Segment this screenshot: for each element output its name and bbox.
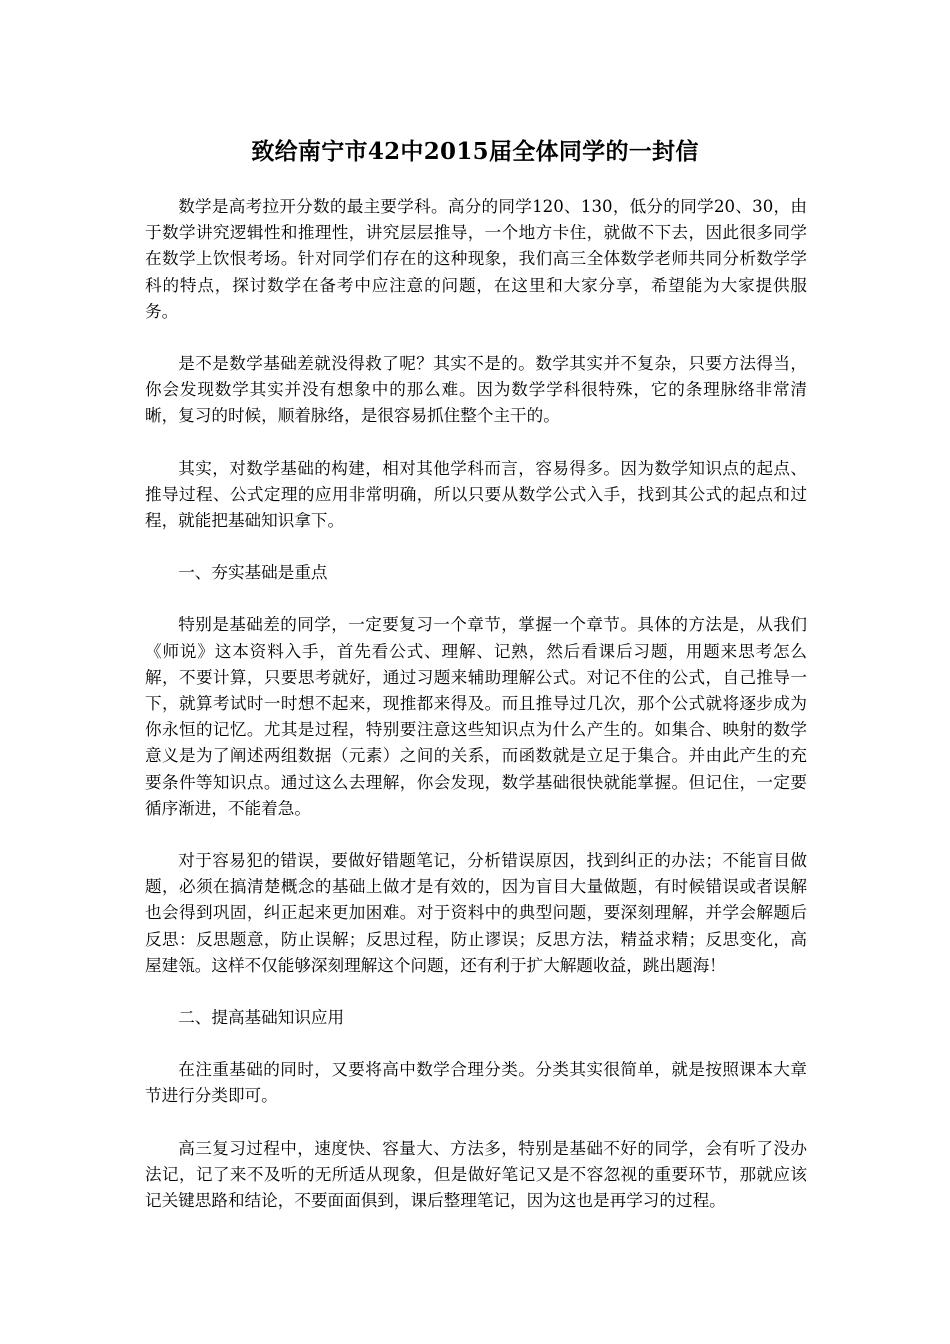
paragraph-6: 对于容易犯的错误，要做好错题笔记，分析错误原因，找到纠正的办法；不能盲目做题，必须在搞清楚概念的基础上做才是有效的，因为盲目大量做题，有时候错误或者误解也会得到巩固，纠正起来更加困难。对于资料中的典型问题，要深刻理解，并学会解题后反思：反思题意，防止误解；反思过程，防止谬误；反思方法，精益求精；反思变化，高屋建瓴。这样不仅能够深刻理解这个问题，还有利于扩大解题收益，跳出题海！: [145, 851, 807, 975]
paragraph-intro: 数学是高考拉开分数的最主要学科。高分的同学120、130，低分的同学20、30，由于数学讲究逻辑性和推理性，讲究层层推导，一个地方卡住，就做不下去，因此很多同学在数学上饮恨考场。针对同学们存在的这种现象，我们高三全体数学老师共同分析数学学科的特点，探讨数学在备考中应注意的问题，在这里和大家分享，希望能为大家提供服务。: [145, 197, 807, 321]
paragraph-3: 其实，对数学基础的构建，相对其他学科而言，容易得多。因为数学知识点的起点、推导过程、公式定理的应用非常明确，所以只要从数学公式入手，找到其公式的起点和过程，就能把基础知识拿下。: [145, 458, 807, 531]
paragraph-5: 特别是基础差的同学，一定要复习一个章节，掌握一个章节。具体的方法是，从我们《师说》这本资料入手，首先看公式、理解、记熟，然后看课后习题，用题来思考怎么解，不要计算，只要思考就好，通过习题来辅助理解公式。对记不住的公式，自己推导一下，就算考试时一时想不起来，现推都来得及。而且推导过几次，那个公式就将逐步成为你永恒的记忆。尤其是过程，特别要注意这些知识点为什么产生的。如集合、映射的数学意义是为了阐述两组数据（元素）之间的关系，而函数就是立足于集合。并由此产生的充要条件等知识点。通过这么去理解，你会发现，数学基础很快就能掌握。但记住，一定要循序渐进，不能着急。: [145, 615, 807, 818]
paragraph-8: 在注重基础的同时，又要将高中数学合理分类。分类其实很简单，就是按照课本大章节进行分类即可。: [145, 1060, 807, 1106]
section-heading-2: 二、提高基础知识应用: [178, 1008, 345, 1028]
document-title: 致给南宁市42中2015届全体同学的一封信: [251, 138, 699, 165]
paragraph-2: 是不是数学基础差就没得救了呢？其实不是的。数学其实并不复杂，只要方法得当，你会发现数学其实并没有想象中的那么难。因为数学学科很特殊，它的条理脉络非常清晰，复习的时候，顺着脉络，是很容易抓住整个主干的。: [145, 354, 807, 426]
paragraph-9: 高三复习过程中，速度快、容量大、方法多，特别是基础不好的同学，会有听了没办法记，记了来不及听的无所适从现象，但是做好笔记又是不容忽视的重要环节，那就应该记关键思路和结论，不要面面俱到，课后整理笔记，因为这也是再学习的过程。: [145, 1138, 807, 1211]
section-heading-1: 一、夯实基础是重点: [178, 563, 328, 583]
document-body: [145, 194, 807, 1240]
